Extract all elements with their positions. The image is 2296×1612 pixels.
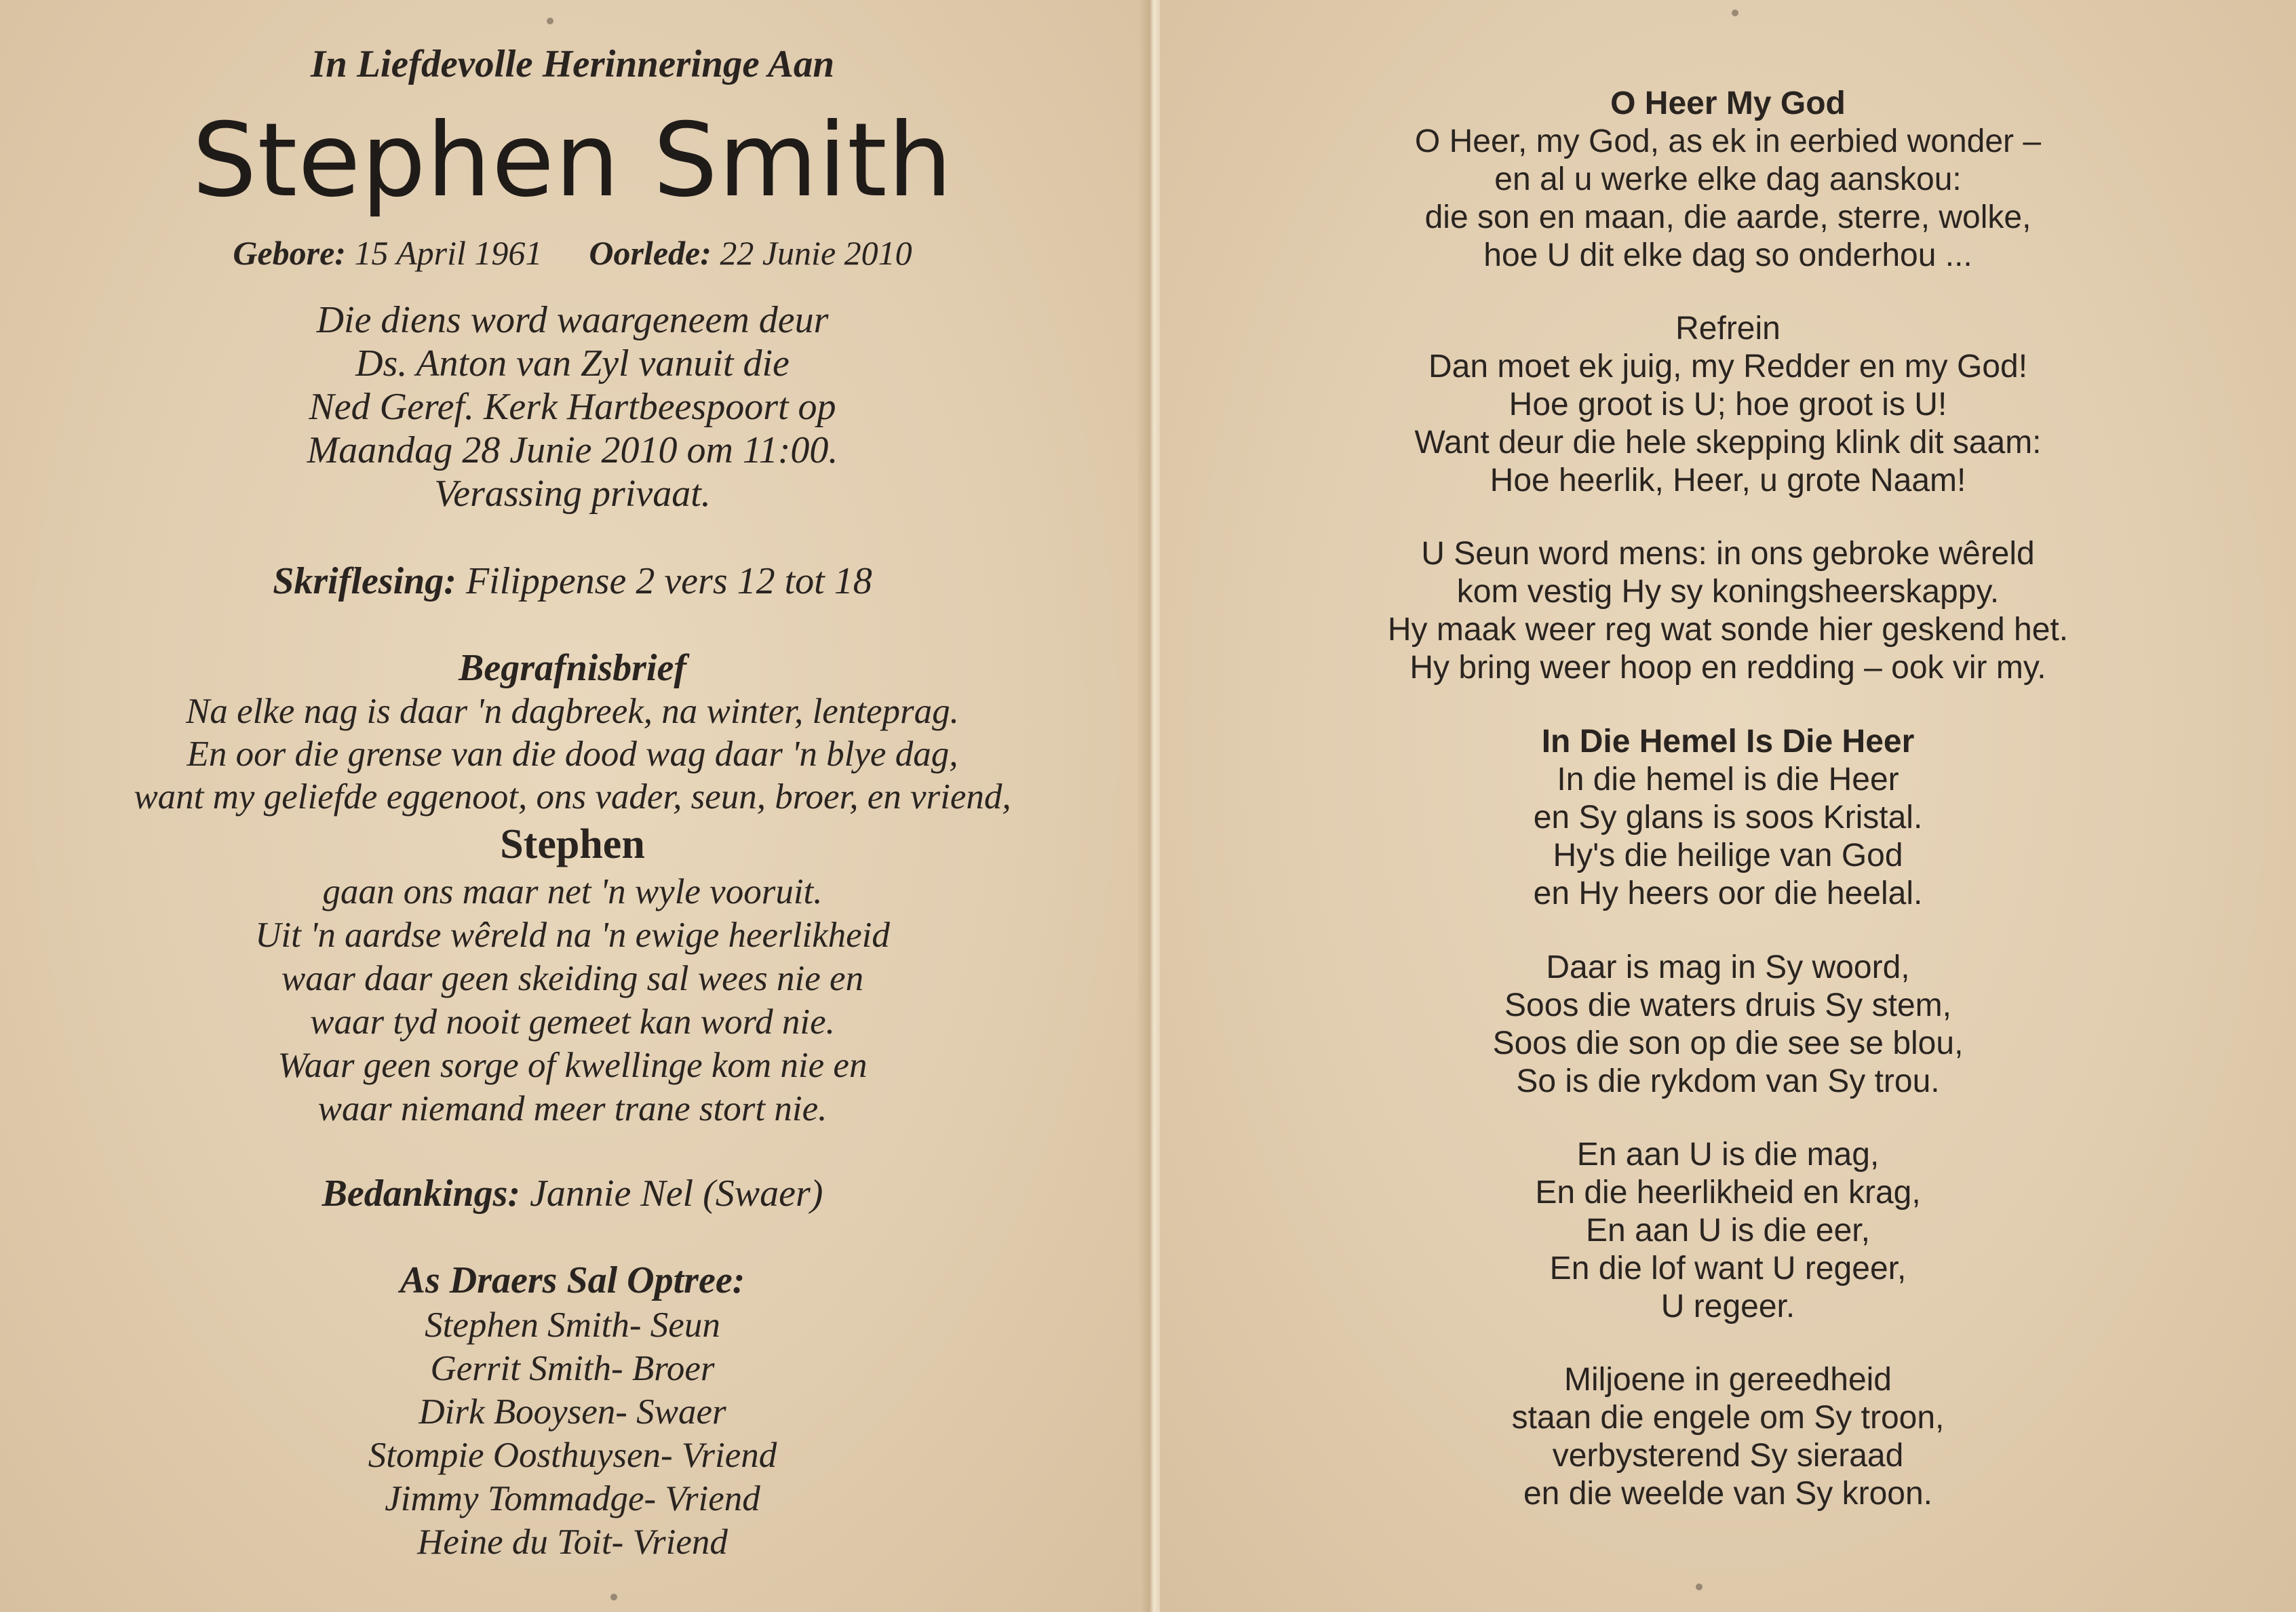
hymn-line: Hoe heerlik, Heer, u grote Naam! [1490, 463, 1966, 498]
memorial-heading: In Liefdevolle Herinneringe Aan [310, 43, 835, 85]
service-details [0, 298, 1145, 515]
letter-line: gaan ons maar net 'n wyle vooruit. [322, 872, 823, 911]
bearers-title: As Draers Sal Optree: [400, 1259, 745, 1301]
hymn-1 [1160, 85, 2296, 275]
hymn-line: en Sy glans is soos Kristal. [1533, 800, 1923, 836]
service-line: Maandag 28 Junie 2010 om 11:00. [307, 429, 838, 471]
hymn-line: Daar is mag in Sy woord, [1546, 949, 1910, 985]
letter-line: waar niemand meer trane stort nie. [317, 1089, 828, 1128]
thanks-line [0, 1172, 1145, 1215]
hymn-line: verbysterend Sy sieraad [1552, 1438, 1904, 1474]
left-page [0, 0, 1145, 1612]
letter-line: want my geliefde eggenoot, ons vader, seun, broer, en vriend, [134, 777, 1011, 817]
hymn-line: En die lof want U regeer, [1549, 1251, 1907, 1286]
refrain-label: Refrein [1675, 311, 1781, 347]
service-line: Die diens word waargeneem deur [316, 299, 829, 341]
hymn-line: die son en maan, die aarde, sterre, wolke, [1424, 199, 2031, 235]
letter-line: Uit 'n aardse wêreld na 'n ewige heerlikheid [255, 916, 890, 955]
hymn-line: Hy's die heilige van God [1553, 838, 1903, 873]
hymn-line: Soos die waters druis Sy stem, [1504, 987, 1951, 1023]
hymn-line: Dan moet ek juig, my Redder en my God! [1428, 349, 2028, 385]
hymn-line: En die heerlikheid en krag, [1535, 1175, 1921, 1211]
bearer-item: Stompie Oosthuysen- Vriend [368, 1436, 777, 1475]
paper-speck [610, 1594, 617, 1600]
bearer-item: Gerrit Smith- Broer [430, 1349, 715, 1388]
hymn-line: Hy maak weer reg wat sonde hier geskend het. [1387, 612, 2069, 648]
hymn-line: Miljoene in gereedheid [1564, 1362, 1892, 1398]
dates-line [0, 233, 1145, 273]
hymn-line: In die hemel is die Heer [1557, 762, 1899, 798]
deceased-name: Stephen Smith [192, 102, 953, 220]
letter-line: waar daar geen skeiding sal wees nie en [281, 959, 864, 998]
right-page [1160, 0, 2296, 1612]
service-line: Ds. Anton van Zyl vanuit die [355, 342, 790, 385]
letter-line: Waar geen sorge of kwellinge kom nie en [277, 1046, 868, 1085]
hymn-line: en Hy heers oor die heelal. [1533, 876, 1923, 911]
service-line: Ned Geref. Kerk Hartbeespoort op [309, 386, 836, 428]
letter-name: Stephen [500, 821, 645, 867]
hymn-line: staan die engele om Sy troon, [1511, 1400, 1945, 1436]
hymn-line: En aan U is die mag, [1576, 1137, 1880, 1173]
bearer-item: Dirk Booysen- Swaer [419, 1392, 726, 1432]
refrain [1160, 310, 2296, 500]
hymn-title: In Die Hemel Is Die Heer [1541, 724, 1915, 760]
thanks-value: Jannie Nel (Swaer) [530, 1173, 823, 1215]
died-label: Oorlede: [589, 234, 712, 272]
letter-line: Na elke nag is daar 'n dagbreek, na winter, lenteprag. [186, 692, 959, 731]
born-label: Gebore: [233, 234, 346, 272]
letter-line: waar tyd nooit gemeet kan word nie. [310, 1002, 835, 1042]
reading-label: Skriflesing: [273, 560, 456, 602]
letter-line: En oor die grense van die dood wag daar 'n blye dag, [187, 734, 958, 774]
thanks-label: Bedankings: [322, 1173, 521, 1215]
service-line: Verassing privaat. [434, 473, 711, 515]
hymn-1-verse-2 [1160, 535, 2296, 687]
paper-speck [547, 18, 553, 24]
reading-value: Filippense 2 vers 12 tot 18 [465, 560, 872, 602]
letter-title: Begrafnisbrief [459, 647, 686, 689]
born-date: 15 April 1961 [354, 234, 543, 272]
hymn-line: U regeer. [1660, 1289, 1795, 1324]
hymn-line: U Seun word mens: in ons gebroke wêreld [1421, 536, 2035, 572]
hymn-2-verse-3 [1160, 1136, 2296, 1326]
hymn-line: So is die rykdom van Sy trou. [1516, 1063, 1940, 1099]
hymn-line: Soos die son op die see se blou, [1492, 1025, 1964, 1061]
hymn-line: en al u werke elke dag aanskou: [1494, 161, 1962, 197]
hymn-title: O Heer My God [1610, 85, 1846, 121]
hymn-line: Want deur die hele skepping klink dit saam: [1414, 425, 2042, 460]
bearers-list [0, 1303, 1145, 1564]
hymn-line: Hoe groot is U; hoe groot is U! [1509, 387, 1947, 422]
hymn-line: En aan U is die eer, [1586, 1213, 1870, 1249]
hymn-line: hoe U dit elke dag so onderhou ... [1483, 237, 1972, 273]
bearer-item: Jimmy Tommadge- Vriend [385, 1479, 760, 1518]
bearer-item: Stephen Smith- Seun [425, 1305, 720, 1345]
hymn-line: O Heer, my God, as ek in eerbied wonder – [1414, 123, 2042, 159]
paper-speck [1696, 1584, 1702, 1590]
hymn-2-verse-2 [1160, 949, 2296, 1101]
paper-speck [1732, 9, 1738, 16]
scripture-reading [0, 559, 1145, 603]
letter-part-b [0, 870, 1145, 1131]
hymn-line: Hy bring weer hoop en redding – ook vir my. [1409, 650, 2046, 686]
letter-part-a [0, 690, 1145, 819]
bearer-item: Heine du Toit- Vriend [417, 1522, 728, 1562]
hymn-2 [1160, 723, 2296, 913]
hymn-line: kom vestig Hy sy koningsheerskappy. [1456, 574, 2000, 610]
hymn-line: en die weelde van Sy kroon. [1523, 1476, 1933, 1512]
hymn-2-verse-4 [1160, 1361, 2296, 1513]
died-date: 22 Junie 2010 [720, 234, 912, 272]
